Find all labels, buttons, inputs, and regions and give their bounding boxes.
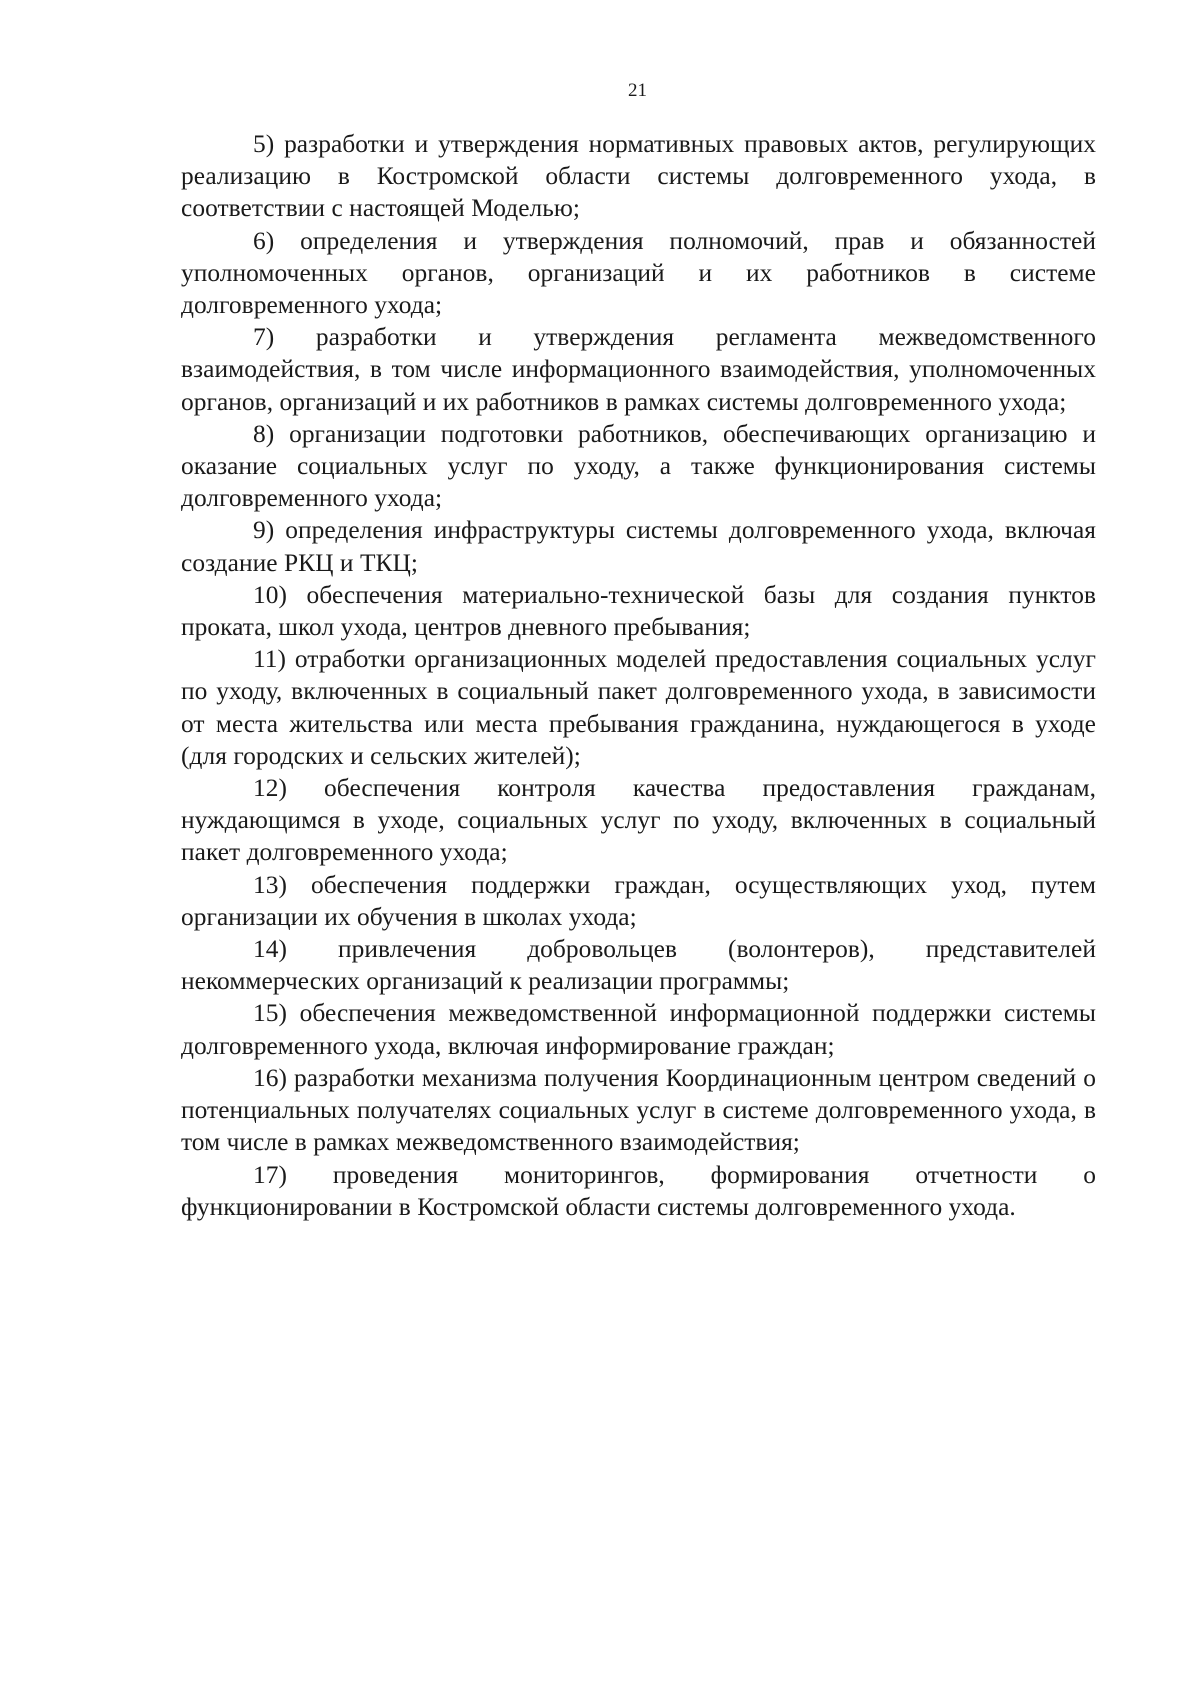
list-item-8: 8) организации подготовки работников, обеспечивающих организацию и оказание социальных услуг по уходу, а также функционирования системы долговременного ухода; bbox=[181, 419, 1096, 513]
list-item-7: 7) разработки и утверждения регламента межведомственного взаимодействия, в том числе информационного взаимодействия, уполномоченных органов, организаций и их работников в рамках системы долговременного ухода; bbox=[181, 323, 1096, 416]
list-item-6: 6) определения и утверждения полномочий, прав и обязанностей уполномоченных органов, организаций и их работников в системе долговременного ухода; bbox=[181, 226, 1096, 320]
list-item-13: 13) обеспечения поддержки граждан, осуществляющих уход, путем организации их обучения в школах ухода; bbox=[181, 870, 1096, 931]
page-number: 21 bbox=[628, 80, 647, 101]
list-item-5: 5) разработки и утверждения нормативных правовых актов, регулирующих реализацию в Костромской области системы долговременного ухода, в соответствии с настоящей Моделью; bbox=[181, 130, 1096, 223]
list-item-17: 17) проведения мониторингов, формирования отчетности о функционировании в Костромской области системы долговременного ухода. bbox=[181, 1160, 1096, 1221]
list-item-14: 14) привлечения добровольцев (волонтеров), представителей некоммерческих организаций к реализации программы; bbox=[181, 935, 1096, 996]
list-item-16: 16) разработки механизма получения Координационным центром сведений о потенциальных получателях социальных услуг в системе долговременного ухода, в том числе в рамках межведомственного взаимодействия; bbox=[181, 1063, 1096, 1157]
document-body bbox=[181, 128, 1096, 1223]
list-item-9: 9) определения инфраструктуры системы долговременного ухода, включая создание РКЦ и ТКЦ; bbox=[181, 516, 1096, 577]
list-item-12: 12) обеспечения контроля качества предоставления гражданам, нуждающимся в уходе, социальных услуг по уходу, включенных в социальный пакет долговременного ухода; bbox=[181, 774, 1096, 867]
list-item-15: 15) обеспечения межведомственной информационной поддержки системы долговременного ухода, включая информирование граждан; bbox=[181, 999, 1096, 1060]
list-item-10: 10) обеспечения материально-технической базы для создания пунктов проката, школ ухода, центров дневного пребывания; bbox=[181, 580, 1096, 642]
list-item-11: 11) отработки организационных моделей предоставления социальных услуг по уходу, включенных в социальный пакет долговременного ухода, в зависимости от места жительства или места пребывания гражданина, нуждающегося в уходе (для городских и сельских жителей); bbox=[181, 645, 1096, 770]
